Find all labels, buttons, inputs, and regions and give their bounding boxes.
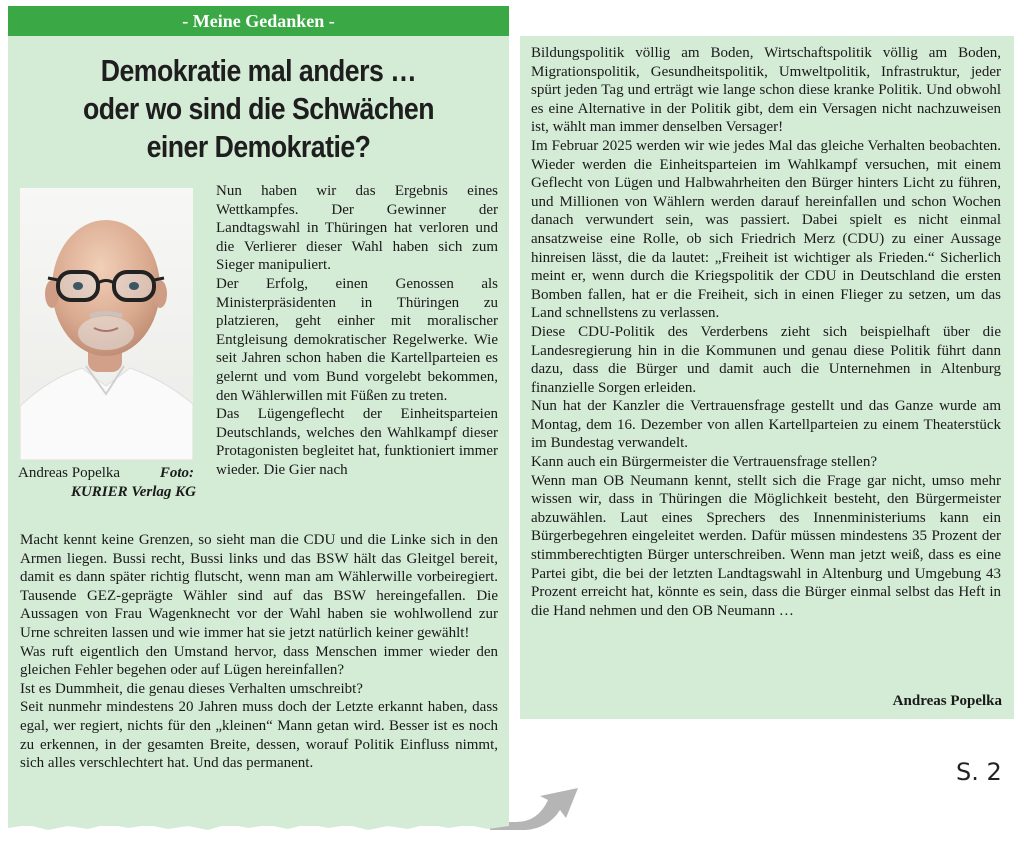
paragraph: Ist es Dummheit, die genau dieses Verhalten umschreibt?: [20, 680, 363, 697]
body-text-wide-column: [20, 531, 498, 773]
headline-line-3: einer Demokratie?: [146, 128, 371, 164]
paragraph: Nun haben wir das Ergebnis eines Wettkampfes. Der Gewinner der Landtagswahl in Thüringen hat verloren und die Verlierer dieser Wahl haben sich zum Sieger manipuliert.: [216, 183, 498, 274]
author-portrait: [20, 188, 193, 460]
headline: [43, 52, 474, 165]
paragraph: Diese CDU-Politik des Verderbens zieht sich beispielhaft über die Landesregierung hin in die Kommunen und genau diese Politik führt dann dazu, dass die Bürger und damit auch die Unternehmen in Altenburg finanzielle Sorgen erleiden.: [531, 323, 1001, 396]
body-text-narrow-column: [216, 182, 498, 480]
paragraph: Wenn man OB Neumann kennt, stellt sich die Frage gar nicht, umso mehr wissen wir, dass in Thüringen die Möglichkeit besteht, den Bürgermeister abzuwählen. Laut eines Sprechers des Innenministeriums kann ein Bürgerbegehren eingeleitet werden. Dafür müssen mindestens 35 Prozent der stimmberechtigten Bürger unterschreiben. Wenn man jetzt weiß, dass es eine Partei gibt, die bei der letzten Landtagswahl in Altenburg und Umgebung 43 Prozent erreicht hat, könnte es sein, dass die Bürger einmal selbst das Heft in die Hand nehmen und den OB Neumann …: [531, 472, 1001, 619]
paragraph: Der Erfolg, einen Genossen als Ministerpräsidenten in Thüringen zu platzieren, geht einher mit moralischer Entgleisung demokratischer Regelwerke. Wie seit Jahren schon haben die Kartellparteien es gelernt und vom Bund vorgelebt bekommen, den Wählerwillen mit Füßen zu treten.: [216, 275, 498, 404]
paragraph: Seit nunmehr mindestens 20 Jahren muss doch der Letzte erkannt haben, dass egal, wer regiert, nichts für den „kleinen“ Mann getan wird. Besser ist es noch zu erkennen, in der gesamten Breite, dessen, worauf Politik Einfluss nimmt, sich alles verschlechtert hat. Und das permanent.: [20, 699, 498, 772]
paragraph: Kann auch ein Bürgermeister die Vertrauensfrage stellen?: [531, 454, 877, 471]
paragraph: Im Februar 2025 werden wir wie jedes Mal das gleiche Verhalten beobachten. Wieder werden die Einheitsparteien im Wahlkampf versuchen, mit einem Geflecht von Lügen und Halbwahrheiten den Bürger hinters Licht zu führen, und Millionen von Wählern werden darauf hereinfallen und schon Wochen danach verwundert sein, was passiert. Dabei spielt es nicht einmal ansatzweise eine Rolle, ob sich Friedrich Merz (CDU) zu einer Aussage hinreisen lässt, die da lautet: „Freiheit ist wichtiger als Frieden.“ Sicherlich meint er, wenn durch die Kriegspolitik der CDU in Deutschland die ersten Bomben fallen, hat er die Freiheit, sich in einen Flieger zu setzen, um das Land schnellstens zu verlassen.: [531, 137, 1001, 322]
torn-paper-edge: [8, 822, 509, 832]
paragraph: Das Lügengeflecht der Einheitsparteien Deutschlands, welches den Wahlkampf dieser Protagonisten begleitet hat, funktioniert immer wieder. Die Gier nach: [216, 406, 498, 478]
body-text-right-column: [531, 44, 1001, 620]
author-signature: Andreas Popelka: [892, 693, 1002, 709]
author-portrait-graphic: [20, 188, 193, 460]
section-header: - Meine Gedanken -: [8, 6, 509, 36]
paragraph: Nun hat der Kanzler die Vertrauensfrage gestellt und das Ganze wurde am Montag, dem 16. Dezember von allen Kartellparteien zu einem Theaterstück im Bundestag verwandelt.: [531, 398, 1001, 452]
headline-line-1: Demokratie mal anders …: [100, 53, 417, 88]
headline-line-2: oder wo sind die Schwächen: [82, 90, 435, 126]
photo-caption: [18, 464, 196, 502]
photo-caption-name: Andreas Popelka: [18, 465, 121, 481]
paragraph: Bildungspolitik völlig am Boden, Wirtschaftspolitik völlig am Boden, Migrationspolitik, Gesundheitspolitik, Umweltpolitik, Infrastruktur, jeder spürt jeden Tag und erträgt wie lange schon diese kranke Politik. Und obwohl es eine Alternative in der Politik gibt, dem ein Versagen nicht nachzuweisen ist, wählt man immer denselben Versager!: [531, 45, 1001, 136]
paragraph: Was ruft eigentlich den Umstand hervor, dass Menschen immer wieder den gleichen Fehler begehen oder auf Lügen hereinfallen?: [20, 643, 498, 679]
page-number: S. 2: [956, 758, 1002, 786]
paragraph: Macht kennt keine Grenzen, so sieht man die CDU und die Linke sich in den Armen liegen. Bussi recht, Bussi links und das BSW hält das Gleitgel bereit, damit es dann später richtig flutscht, wenn man am Wählerwille vorbeiregiert. Tausende GEZ-geprägte Wähler sind auf das BSW hereingefallen. Die Aussagen von Frau Wagenknecht vor der Wahl haben sie wohlwollend zur Urne schreiten lassen und wie immer hat sie jetzt natürlich keiner gewählt!: [20, 532, 498, 641]
photo-credit-name: KURIER Verlag KG: [70, 484, 196, 500]
photo-credit-label: Foto:: [159, 465, 194, 481]
